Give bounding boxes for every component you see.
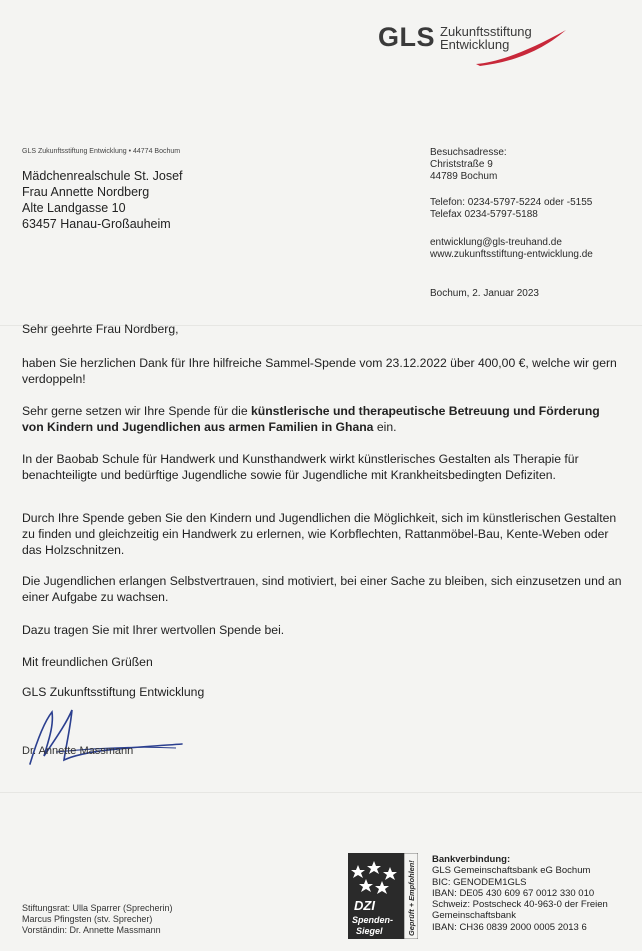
paragraph-confidence: Die Jugendlichen erlangen Selbstvertrauen, sind motiviert, bei einer Sache zu bleiben, sich einzusetzen und an einer Aufgabe zu wachsen. [22, 574, 622, 604]
paragraph-purpose: Sehr gerne setzen wir Ihre Spende für die künstlerische und therapeutische Betreuung und Förderung von Kindern und Jugendlichen aus armen Familien in Ghana ein. [22, 404, 600, 434]
footer-board: Stiftungsrat: Ulla Sparrer (Sprecherin) Marcus Pfingsten (stv. Sprecher) Vorständin: Dr. Annette Massmann [22, 903, 173, 935]
bank-details [432, 854, 608, 933]
salutation: Sehr geehrte Frau Nordberg, [22, 322, 179, 336]
paragraph-contribution: Dazu tragen Sie mit Ihrer wertvollen Spende bei. [22, 623, 285, 637]
contact-info [430, 197, 592, 221]
fold-line [0, 792, 642, 793]
sender-line: GLS Zukunftsstiftung Entwicklung • 44774 Bochum [22, 148, 181, 155]
recipient-line: Mädchenrealschule St. Josef [22, 169, 183, 183]
signature-icon [26, 704, 186, 774]
recipient-line: Frau Annette Nordberg [22, 185, 150, 199]
bank-line: IBAN: CH36 0839 2000 0005 2013 6 [432, 921, 587, 933]
bank-line: BIC: GENODEM1GLS [432, 876, 527, 888]
dzi-seal-icon [348, 853, 418, 939]
web-info [430, 237, 593, 261]
bank-line: IBAN: DE05 430 609 67 0012 330 010 [432, 887, 595, 899]
dzi-seal [348, 853, 418, 939]
visit-address: Besuchsadresse: Christstraße 9 44789 Bochum [430, 147, 507, 182]
paragraph-school: In der Baobab Schule für Handwerk und Kunsthandwerk wirkt künstlerisches Gestalten als Therapie für benachteiligte und bedürftige Jugendliche sowie für Jugendliche mit Krankheitsbedingten Defiziten. [22, 452, 579, 482]
bank-title: Bankverbindung: [432, 854, 511, 865]
paragraph-opportunity: Durch Ihre Spende geben Sie den Kindern und Jugendlichen die Möglichkeit, sich im künstlerischen Gestalten zu finden und gleichzeitig ein Handwerk zu erlernen, wie Korbflechten, Rattanmöbel-Bau, Kente-Weben oder das Holzschnitzen. [22, 511, 617, 557]
signer-name: Dr. Annette Massmann [22, 745, 134, 757]
logo-subtitle: Zukunftsstiftung Entwicklung [440, 24, 532, 52]
svg-text:Geprüft + Empfohlen!: Geprüft + Empfohlen! [407, 860, 416, 936]
closing: Mit freundlichen Grüßen [22, 655, 153, 669]
bank-line: GLS Gemeinschaftsbank eG Bochum [432, 865, 591, 877]
svg-text:Siegel: Siegel [356, 926, 383, 936]
email-link[interactable]: entwicklung@gls-treuhand.de [430, 237, 562, 248]
logo-brand: GLS [378, 22, 436, 52]
svg-text:DZI: DZI [354, 898, 375, 913]
website-link[interactable]: www.zukunftsstiftung-entwicklung.de [430, 249, 593, 260]
fax: Telefax 0234-5797-5188 [430, 209, 538, 220]
recipient-line: Alte Landgasse 10 [22, 201, 126, 215]
svg-text:Spenden-: Spenden- [352, 915, 394, 925]
organization: GLS Zukunftsstiftung Entwicklung [22, 685, 205, 699]
bank-line: Schweiz: Postscheck 40-963-0 der Freien [432, 899, 608, 911]
letter-date: Bochum, 2. Januar 2023 [430, 288, 539, 299]
bank-line: Gemeinschaftsbank [432, 910, 516, 922]
phone: Telefon: 0234-5797-5224 oder -5155 [430, 197, 593, 208]
recipient-address [22, 168, 183, 232]
recipient-line: 63457 Hanau-Großauheim [22, 217, 171, 231]
paragraph-thanks: haben Sie herzlichen Dank für Ihre hilfreiche Sammel-Spende vom 23.12.2022 über 400,00 €, welche wir gern verdoppeln! [22, 356, 617, 386]
